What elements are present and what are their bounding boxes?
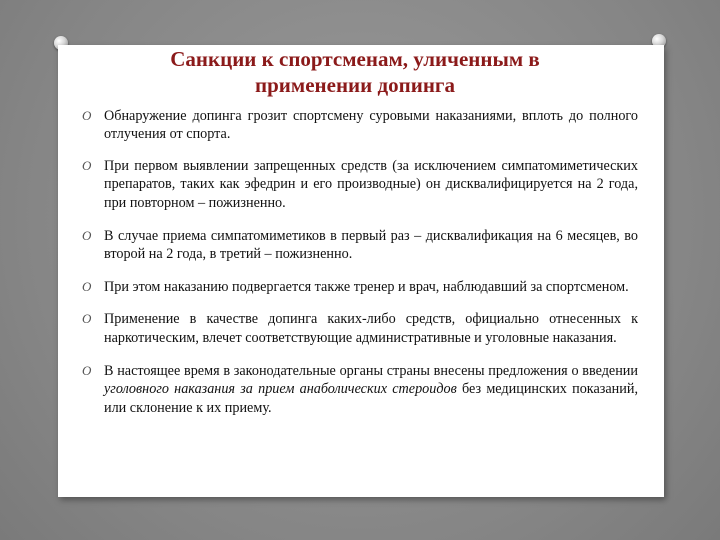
bullet-text: При первом выявлении запрещенных средств (за исключением симпатомиметических препаратов, таких как эфедрин и его производные) он дисквалифицируется на 2 года, при повторном – пожизненно. [104,157,638,211]
list-item [82,107,638,144]
bullet-list [82,107,638,431]
bullet-text-after: без медицинских показаний, или склонение к их приему. [104,381,638,416]
list-item [82,362,638,417]
bullet-text: Применение в качестве допинга каких-либо средств, официально отнесенных к наркотическим, влечет соответствующие административные и уголовные наказания. [104,311,638,346]
list-item [82,157,638,212]
bullet-marker: O [82,228,92,244]
bullet-marker: O [82,108,92,123]
bullet-text-before: В настоящее время в законодательные органы страны внесены предложения о введении [104,363,638,380]
bullet-marker: O [82,363,92,379]
slide-title: Санкции к спортсменам, уличенным в применении допинга [170,47,540,97]
bullet-text: Обнаружение допинга грозит спортсмену суровыми наказаниями, вплоть до полного отлучения от спорта. [104,108,638,143]
list-item [82,278,638,296]
bullet-text: При этом наказанию подвергается также тренер и врач, наблюдавший за спортсменом. [104,278,629,295]
bullet-text-italic: уголовного наказания за прием анаболических стероидов [104,381,457,398]
bullet-marker: O [82,157,92,173]
list-item [82,310,638,347]
list-item [82,227,638,264]
bullet-marker: O [82,311,92,327]
bullet-marker: O [82,278,92,294]
bullet-text: В случае приема симпатомиметиков в первый раз – дисквалификация на 6 месяцев, во второй на 2 года, в третий – пожизненно. [104,228,638,263]
